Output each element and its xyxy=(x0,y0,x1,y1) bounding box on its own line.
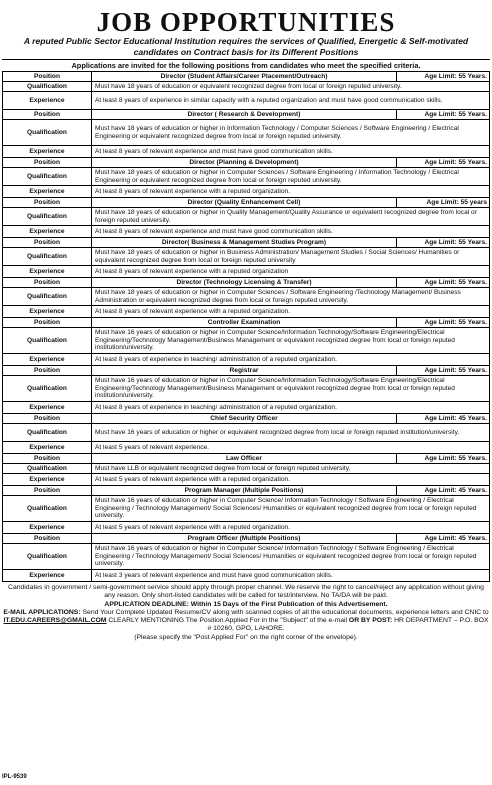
age-limit: Age Limit: 55 Years. xyxy=(397,454,490,464)
experience-text: At least 5 years of relevant experience with a reputed organization. xyxy=(92,522,490,534)
qualification-text: Must have 16 years of education or higher in Computer Science/ Information Technology / Software Engineering / Electrical Engineering / Technology Management/ Social Sciences/ Humanities or equivalent recognized degree from local or foreign reputed university. xyxy=(92,496,490,522)
age-limit: Age Limit: 55 Years. xyxy=(397,318,490,328)
footer xyxy=(2,584,490,642)
qualification-text: Must have 18 years of education or higher in Quality Management/Quality Assurance or equivalent recognized degree from local or foreign reputed university. xyxy=(92,208,490,226)
qualification-label: Qualification xyxy=(3,168,92,186)
age-limit: Age Limit: 55 Years. xyxy=(397,238,490,248)
qualification-label: Qualification xyxy=(3,496,92,522)
position-label: Position xyxy=(3,486,92,496)
ref-code: IPL-9539 xyxy=(2,774,27,780)
table-row xyxy=(3,366,490,376)
email-address: IT.EDU.CAREERS@GMAIL.COM xyxy=(3,617,107,625)
position-label: Position xyxy=(3,72,92,82)
table-row xyxy=(3,402,490,414)
table-row xyxy=(3,544,490,570)
experience-text: At least 8 years of relevant experience and must have good communication skills. xyxy=(92,146,490,158)
footer-deadline: APPLICATION DEADLINE: Within 15 Days of the First Publication of this Advertisement. xyxy=(104,600,388,608)
table-row xyxy=(3,82,490,92)
position-title: Director( Business & Management Studies Program) xyxy=(92,238,397,248)
post-label: OR BY POST: xyxy=(348,617,393,625)
table-row xyxy=(3,288,490,306)
experience-label: Experience xyxy=(3,186,92,198)
table-row xyxy=(3,522,490,534)
table-row xyxy=(3,496,490,522)
table-row xyxy=(3,376,490,402)
position-title: Program Manager (Multiple Positions) xyxy=(92,486,397,496)
qualification-text: Must have 18 years of education or higher in Business Administration/ Management Studies / Social Sciences/ Humanities or equivalent recognized degree from local or foreign reputed university xyxy=(92,248,490,266)
experience-label: Experience xyxy=(3,354,92,366)
experience-label: Experience xyxy=(3,442,92,454)
table-row xyxy=(3,570,490,582)
table-row xyxy=(3,248,490,266)
experience-label: Experience xyxy=(3,570,92,582)
table-row xyxy=(3,354,490,366)
position-title: Director ( Research & Development) xyxy=(92,110,397,120)
age-limit: Age Limit: 55 Years. xyxy=(397,72,490,82)
qualification-label: Qualification xyxy=(3,424,92,442)
position-label: Position xyxy=(3,158,92,168)
post-text: HR DEPARTMENT – P.O. BOX # 10260, GPO, LAHORE. xyxy=(207,617,489,633)
table-row xyxy=(3,464,490,474)
qualification-label: Qualification xyxy=(3,288,92,306)
table-row xyxy=(3,146,490,158)
age-limit: Age Limit: 55 years xyxy=(397,198,490,208)
qualification-label: Qualification xyxy=(3,82,92,92)
age-limit: Age Limit: 55 Years. xyxy=(397,278,490,288)
qualification-text: Must have 16 years of education or higher or equivalent recognized degree from local or foreign reputed institution/university. xyxy=(92,424,490,442)
footer-terms: Candidates in government / semi-government service should apply through proper channel. We reserve the right to cancel/reject any application without giving any reason. Only short-listed candidates will be called for test/interview. No TA/DA will be paid. xyxy=(8,584,484,600)
qualification-label: Qualification xyxy=(3,248,92,266)
position-label: Position xyxy=(3,198,92,208)
position-label: Position xyxy=(3,366,92,376)
age-limit: Age Limit: 45 Years. xyxy=(397,534,490,544)
position-title: Law Officer xyxy=(92,454,397,464)
age-limit: Age Limit: 55 Years. xyxy=(397,110,490,120)
qualification-text: Must have 16 years of education or higher in Computer Science/ Information Technology / Software Engineering / Electrical Engineering / Technology Management/ Social Sciences/ Humanities or equivalent recognized degree from local or foreign reputed university. xyxy=(92,544,490,570)
position-title: Director (Technology Licensing & Transfer) xyxy=(92,278,397,288)
experience-text: At least 8 years of relevant experience and must have good communication skills. xyxy=(92,226,490,238)
qualification-text: Must have LLB or equivalent recognized degree from local or foreign reputed university. xyxy=(92,464,490,474)
positions-table xyxy=(2,71,490,582)
footer-email-block xyxy=(2,609,490,634)
table-row xyxy=(3,306,490,318)
position-label: Position xyxy=(3,454,92,464)
position-title: Controller Examination xyxy=(92,318,397,328)
qualification-label: Qualification xyxy=(3,376,92,402)
age-limit: Age Limit: 45 Years. xyxy=(397,486,490,496)
table-row xyxy=(3,72,490,82)
experience-text: At least 8 years of experience in teaching/ administration of a reputed organization. xyxy=(92,354,490,366)
position-label: Position xyxy=(3,110,92,120)
experience-label: Experience xyxy=(3,92,92,110)
qualification-text: Must have 18 years of education or equivalent recognized degree from local or foreign reputed university. xyxy=(92,82,490,92)
age-limit: Age Limit: 55 Years. xyxy=(397,366,490,376)
table-row xyxy=(3,442,490,454)
table-row xyxy=(3,158,490,168)
experience-label: Experience xyxy=(3,402,92,414)
position-label: Position xyxy=(3,414,92,424)
table-row xyxy=(3,120,490,146)
table-row xyxy=(3,226,490,238)
qualification-text: Must have 18 years of education or higher in Computer Sciences / Software Engineering /Technology Management/ Business Administration or equivalent recognized degree from local or foreign reputed university. xyxy=(92,288,490,306)
table-row xyxy=(3,110,490,120)
position-title: Registrar xyxy=(92,366,397,376)
position-label: Position xyxy=(3,278,92,288)
position-title: Director (Planning & Development) xyxy=(92,158,397,168)
email-label: E-MAIL APPLICATIONS: xyxy=(3,608,81,616)
table-row xyxy=(3,424,490,442)
position-title: Director (Student Affairs/Career Placement/Outreach) xyxy=(92,72,397,82)
experience-text: At least 8 years of relevant experience with a reputed organization xyxy=(92,266,490,278)
qualification-text: Must have 18 years of education or higher in Computer Sciences / Software Engineering / Information Technology / Electrical Engineering or equivalent recognized degree from local or foreign reputed university. xyxy=(92,168,490,186)
experience-label: Experience xyxy=(3,474,92,486)
experience-text: At least 8 years of experience in teaching/ administration of a reputed organization. xyxy=(92,402,490,414)
footer-note: (Please specify the "Post Applied For" on the right corner of the envelope). xyxy=(134,633,358,641)
experience-label: Experience xyxy=(3,146,92,158)
qualification-text: Must have 16 years of education or higher in Computer Science/Information Technology/Software Engineering/Electrical Engineering/Technology Management/Business Management or equivalent recognized degree from local or foreign reputed institution/university. xyxy=(92,328,490,354)
qualification-label: Qualification xyxy=(3,464,92,474)
qualification-text: Must have 18 years of education or higher in Information Technology / Computer Sciences / Software Engineering / Electrical Engineering or equivalent recognized degree from local or foreign reputed university. xyxy=(92,120,490,146)
age-limit: Age Limit: 45 Years. xyxy=(397,414,490,424)
position-label: Position xyxy=(3,238,92,248)
table-row xyxy=(3,278,490,288)
qualification-text: Must have 16 years of education or higher in Computer Science/Information Technology/Software Engineering/Electrical Engineering/Technology Management/Business Management or equivalent recognized degree from local or foreign reputed institution/university. xyxy=(92,376,490,402)
table-row xyxy=(3,486,490,496)
position-title: Chief Security Officer xyxy=(92,414,397,424)
experience-text: At least 8 years of relevant experience with a reputed organization. xyxy=(92,306,490,318)
table-row xyxy=(3,238,490,248)
experience-text: At least 3 years of relevant experience and must have good communication skills. xyxy=(92,570,490,582)
table-row xyxy=(3,454,490,464)
table-row xyxy=(3,198,490,208)
position-label: Position xyxy=(3,534,92,544)
table-row xyxy=(3,328,490,354)
experience-text: At least 8 years of relevant experience with a reputed organization. xyxy=(92,186,490,198)
email-tail: CLEARLY MENTIONING The Position Applied For in the "Subject" of the e-mail xyxy=(108,617,348,625)
table-row xyxy=(3,534,490,544)
job-advertisement xyxy=(2,8,490,783)
table-row xyxy=(3,474,490,486)
experience-text: At least 8 years of experience in similar capacity with a reputed organization and must have good communication skills. xyxy=(92,92,490,110)
position-title: Director (Quality Enhancement Cell) xyxy=(92,198,397,208)
table-row xyxy=(3,208,490,226)
experience-text: At least 5 years of relevant experience with a reputed organization. xyxy=(92,474,490,486)
experience-label: Experience xyxy=(3,266,92,278)
position-label: Position xyxy=(3,318,92,328)
experience-text: At least 5 years of relevant experience. xyxy=(92,442,490,454)
email-text: Send Your Complete Updated Resume/CV along with scanned copies of all the educational documents, experience letters and CNIC to xyxy=(82,608,489,616)
experience-label: Experience xyxy=(3,306,92,318)
table-row xyxy=(3,318,490,328)
qualification-label: Qualification xyxy=(3,544,92,570)
qualification-label: Qualification xyxy=(3,208,92,226)
table-row xyxy=(3,414,490,424)
table-row xyxy=(3,92,490,110)
position-title: Program Officer (Multiple Positions) xyxy=(92,534,397,544)
qualification-label: Qualification xyxy=(3,328,92,354)
qualification-label: Qualification xyxy=(3,120,92,146)
experience-label: Experience xyxy=(3,522,92,534)
experience-label: Experience xyxy=(3,226,92,238)
page-title: JOB OPPORTUNITIES xyxy=(96,7,396,37)
intro-text: A reputed Public Sector Educational Institution requires the services of Qualified, Energetic & Self-motivated candidates on Contract basis for its Different Positions xyxy=(23,36,469,57)
age-limit: Age Limit: 55 Years. xyxy=(397,158,490,168)
table-row xyxy=(3,168,490,186)
table-row xyxy=(3,186,490,198)
invite-text: Applications are invited for the following positions from candidates who meet the specified criteria. xyxy=(71,61,421,70)
table-row xyxy=(3,266,490,278)
